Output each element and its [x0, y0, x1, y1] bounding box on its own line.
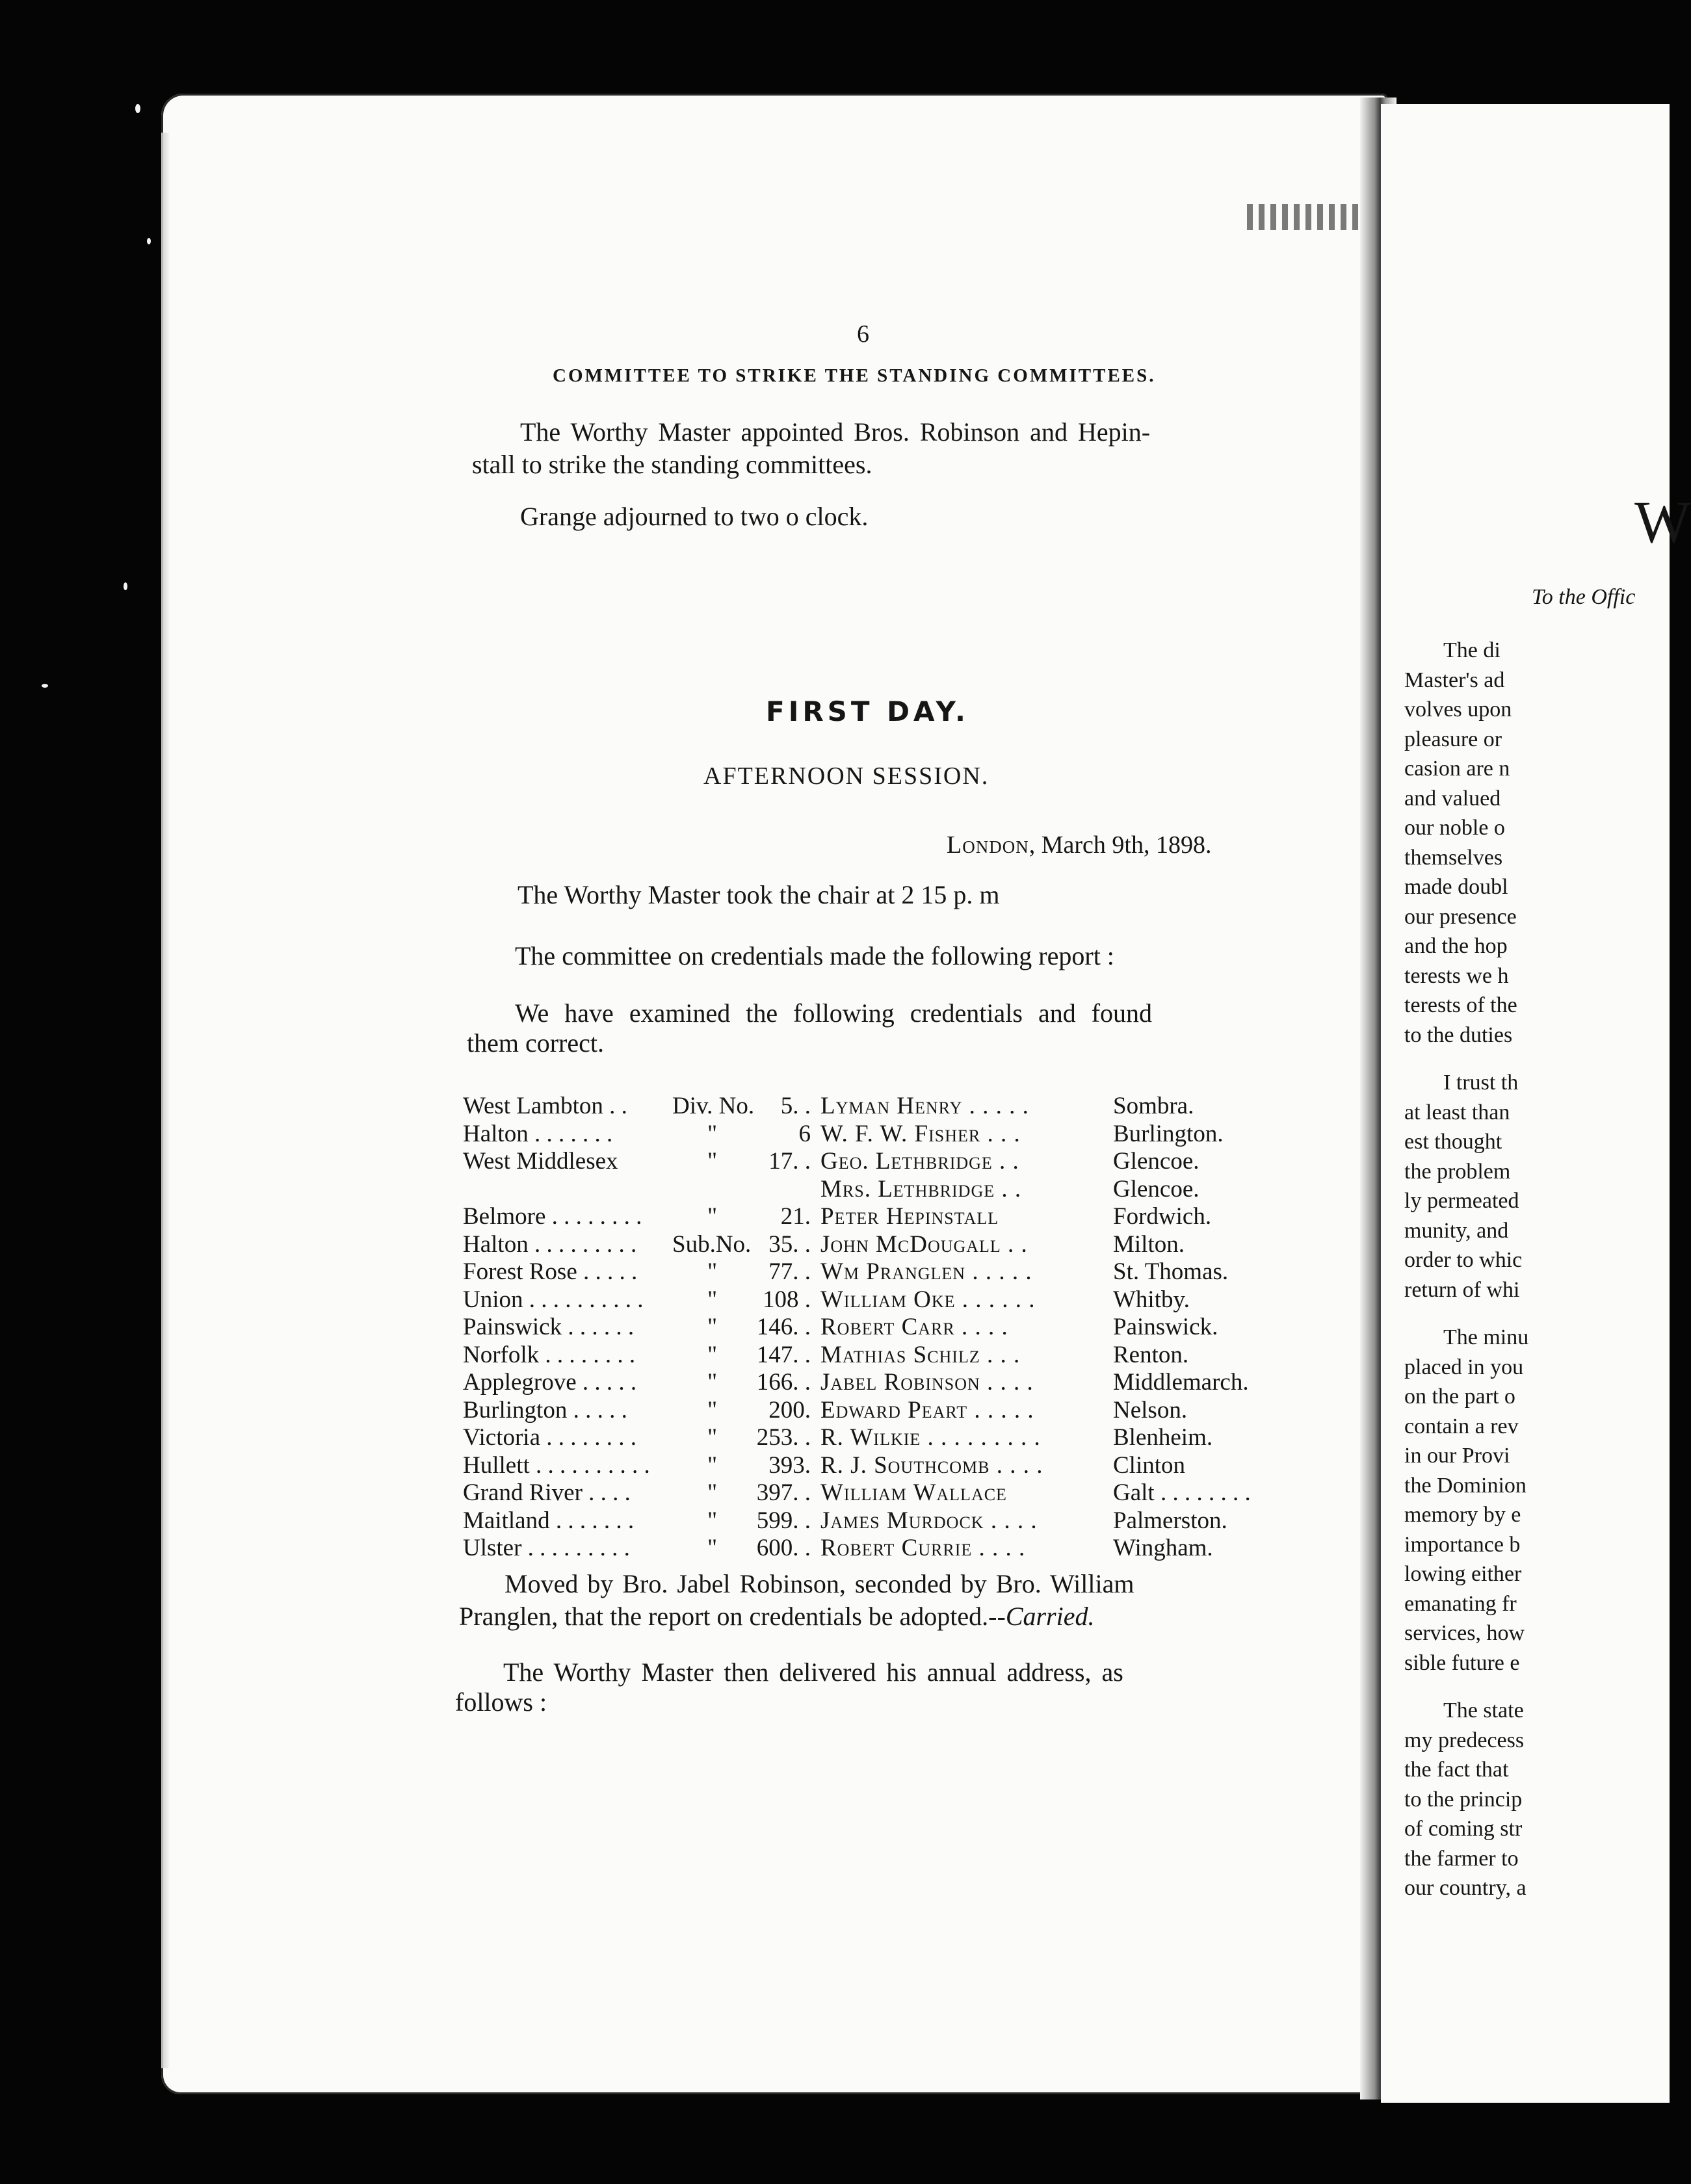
credential-branch: Hullett . . . . . . . . . .	[463, 1451, 650, 1479]
credential-branch: West Lambton . .	[463, 1093, 627, 1119]
moved-text-line	[459, 1600, 1095, 1633]
credential-name: R. J. Southcomb . . . .	[820, 1451, 1043, 1479]
right-page-text-line: our presence	[1404, 904, 1517, 929]
right-page-text-line: on the part o	[1404, 1384, 1515, 1409]
credential-name: Mathias Schilz . . .	[820, 1341, 1021, 1368]
credential-branch: Forest Rose . . . . .	[463, 1258, 638, 1285]
dateline-place: London	[947, 831, 1029, 859]
right-page-text-line: to the princip	[1404, 1787, 1523, 1812]
committee-report-text: The committee on credentials made the following report :	[515, 941, 1114, 970]
credential-branch: Burlington . . . . .	[463, 1396, 627, 1424]
right-page-text-line: ly permeated	[1404, 1189, 1519, 1213]
ditto-mark: "	[707, 1451, 718, 1479]
right-page-text-line: of coming str	[1404, 1817, 1523, 1841]
committee-heading: COMMITTEE TO STRIKE THE STANDING COMMITTEES.	[553, 365, 1156, 386]
credential-name: Mrs. Lethbridge . .	[820, 1175, 1022, 1202]
right-page-salutation: To the Offic	[1532, 585, 1636, 609]
credential-number: 600. .	[756, 1535, 811, 1561]
credential-branch: Halton . . . . . . . . .	[463, 1230, 637, 1258]
ditto-mark: "	[707, 1148, 718, 1175]
credential-town: Milton.	[1113, 1230, 1185, 1258]
committee-text-line: The Worthy Master appointed Bros. Robinson and Hepin-	[520, 417, 1151, 447]
credential-name: William Oke . . . . . .	[820, 1286, 1036, 1313]
credential-name: Lyman Henry . . . . .	[820, 1093, 1029, 1119]
right-page-text-line: importance b	[1404, 1532, 1521, 1557]
right-page-text-line: terests of the	[1404, 993, 1517, 1017]
right-page-text-line: the farmer to	[1404, 1846, 1519, 1871]
right-page-text-line: The state	[1443, 1698, 1524, 1722]
credential-name: Geo. Lethbridge . .	[820, 1148, 1019, 1175]
credential-name: William Wallace	[820, 1479, 1007, 1506]
examined-text-line: We have examined the following credentials and found	[515, 998, 1153, 1028]
right-page-text-line: and the hop	[1404, 934, 1508, 958]
right-page-text-line: est thought	[1404, 1130, 1502, 1154]
right-page-text-line: my predecess	[1404, 1728, 1525, 1752]
carried-text: Carried.	[1005, 1602, 1095, 1631]
right-page-text-line: lowing either	[1404, 1562, 1522, 1586]
credential-name: Wm Pranglen . . . . .	[820, 1258, 1032, 1285]
credential-town: Nelson.	[1113, 1396, 1188, 1424]
right-page-heading: W	[1634, 489, 1691, 555]
right-page-text-line: our noble o	[1404, 816, 1505, 840]
credential-number: 166. .	[756, 1369, 811, 1396]
credential-number: 253. .	[756, 1424, 811, 1451]
ditto-mark: "	[707, 1341, 718, 1368]
credential-name: John McDougall . .	[820, 1230, 1028, 1258]
right-page	[1381, 104, 1691, 2103]
right-page-text-line: at least than	[1404, 1100, 1510, 1124]
right-page-text-line: I trust th	[1443, 1071, 1519, 1095]
right-page-text-line: contain a rev	[1404, 1414, 1519, 1438]
credential-number: 146. .	[756, 1314, 811, 1340]
right-page-text-line: volves upon	[1404, 697, 1512, 722]
credential-branch: Grand River . . . .	[463, 1479, 631, 1506]
credential-town: Glencoe.	[1113, 1175, 1199, 1202]
committee-text-line: stall to strike the standing committees.	[472, 450, 872, 479]
right-page-text-line: pleasure or	[1404, 727, 1502, 751]
dateline	[947, 831, 1211, 859]
right-page-text-line: memory by e	[1404, 1503, 1521, 1527]
credential-division-label: Div. No.	[672, 1093, 755, 1119]
ditto-mark: "	[707, 1369, 718, 1396]
credential-name: R. Wilkie . . . . . . . . .	[820, 1424, 1041, 1451]
credential-branch: Maitland . . . . . . .	[463, 1507, 635, 1534]
credential-number: 6	[798, 1120, 811, 1147]
ditto-mark: "	[707, 1507, 718, 1534]
credential-town: Sombra.	[1113, 1093, 1194, 1119]
credential-name: Edward Peart . . . . .	[820, 1396, 1034, 1424]
credential-town: Blenheim.	[1113, 1424, 1213, 1451]
credential-number: 21.	[780, 1203, 811, 1230]
right-page-text-line: casion are n	[1404, 757, 1510, 781]
ditto-mark: "	[707, 1535, 718, 1561]
ditto-mark: "	[707, 1424, 718, 1451]
credential-branch: West Middlesex	[463, 1148, 618, 1175]
credential-name: James Murdock . . . .	[820, 1507, 1038, 1534]
right-page-text-line: the problem	[1404, 1159, 1511, 1184]
right-page-text-line: Master's ad	[1404, 668, 1505, 692]
credential-number: 147. .	[756, 1341, 811, 1368]
credential-town: Clinton	[1113, 1451, 1186, 1479]
right-page-text-line: in our Provi	[1404, 1444, 1510, 1468]
ditto-mark: "	[707, 1286, 718, 1313]
credential-number: 17. .	[768, 1148, 811, 1175]
credential-branch: Ulster . . . . . . . . .	[463, 1535, 630, 1561]
adjourn-text: Grange adjourned to two o clock.	[520, 502, 869, 531]
credential-branch: Union . . . . . . . . . .	[463, 1286, 644, 1313]
credential-town: Palmerston.	[1113, 1507, 1227, 1534]
credential-town: Painswick.	[1113, 1314, 1218, 1340]
credential-town: Galt . . . . . . . .	[1113, 1479, 1251, 1506]
credential-name: Robert Carr . . . .	[820, 1314, 1008, 1340]
address-text-line: follows :	[455, 1687, 547, 1717]
right-page-text-line: and valued	[1404, 786, 1501, 811]
credential-number: 393.	[768, 1451, 811, 1479]
credential-number: 5. .	[780, 1093, 811, 1119]
credential-town: Renton.	[1113, 1341, 1189, 1368]
ditto-mark: "	[707, 1314, 718, 1340]
credential-number: 77. .	[768, 1258, 811, 1285]
right-page-text-line: The di	[1443, 638, 1501, 662]
ditto-mark: "	[707, 1479, 718, 1506]
credential-number: 397. .	[756, 1479, 811, 1506]
credential-town: Fordwich.	[1113, 1203, 1212, 1230]
moved-text-line: Moved by Bro. Jabel Robinson, seconded by Bro. William	[505, 1569, 1134, 1598]
credential-number: 35. .	[768, 1230, 811, 1258]
right-page-text-line: sible future e	[1404, 1650, 1520, 1675]
credential-town: Burlington.	[1113, 1120, 1224, 1147]
credential-name: W. F. W. Fisher . . .	[820, 1120, 1021, 1147]
day-heading: FIRST DAY.	[766, 696, 969, 727]
credential-branch: Painswick . . . . . .	[463, 1314, 635, 1340]
page-number: 6	[857, 320, 869, 348]
credential-branch: Belmore . . . . . . . .	[463, 1203, 642, 1230]
credential-town: Wingham.	[1113, 1535, 1213, 1561]
credential-branch: Applegrove . . . . .	[463, 1369, 637, 1396]
right-page-text-line: terests we h	[1404, 963, 1509, 988]
credential-town: Whitby.	[1113, 1286, 1190, 1313]
right-page-text-line: services, how	[1404, 1621, 1525, 1645]
credential-branch: Victoria . . . . . . . .	[463, 1424, 637, 1451]
ditto-mark: "	[707, 1396, 718, 1424]
credential-branch: Halton . . . . . . .	[463, 1120, 613, 1147]
examined-text-line: them correct.	[467, 1028, 604, 1058]
right-page-text-line: return of whi	[1404, 1277, 1520, 1302]
credential-town: Glencoe.	[1113, 1148, 1199, 1175]
chair-text: The Worthy Master took the chair at 2 15 p. m	[518, 880, 1000, 909]
right-page-text-line: emanating fr	[1404, 1591, 1517, 1616]
right-page-text-line: the fact that	[1404, 1758, 1509, 1782]
moved-text: Pranglen, that the report on credentials be adopted.--	[459, 1602, 1006, 1631]
credential-name: Robert Currie . . . .	[820, 1535, 1026, 1561]
credential-branch: Norfolk . . . . . . . .	[463, 1341, 636, 1368]
credential-town: Middlemarch.	[1113, 1369, 1249, 1396]
right-page-text-line: our country, a	[1404, 1876, 1527, 1900]
credential-town: St. Thomas.	[1113, 1258, 1229, 1285]
right-page-text-line: the Dominion	[1404, 1473, 1527, 1498]
right-page-text-line: The minu	[1443, 1325, 1529, 1349]
credential-name: Jabel Robinson . . . .	[820, 1369, 1034, 1396]
credential-number: 108 .	[763, 1286, 811, 1313]
dateline-date: , March 9th, 1898.	[1029, 831, 1212, 859]
address-text-line: The Worthy Master then delivered his annual address, as	[503, 1658, 1123, 1687]
right-page-text-line: placed in you	[1404, 1355, 1524, 1379]
right-page-text-line: munity, and	[1404, 1218, 1509, 1243]
right-page-text-line: made doubl	[1404, 875, 1508, 899]
session-heading: AFTERNOON SESSION.	[703, 762, 990, 790]
credential-division-label: Sub.No.	[672, 1230, 752, 1258]
credential-name: Peter Hepinstall	[820, 1203, 999, 1230]
right-page-text-line: themselves	[1404, 845, 1503, 870]
credential-number: 599. .	[756, 1507, 811, 1534]
right-page-text-line: to the duties	[1404, 1022, 1513, 1047]
ditto-mark: "	[707, 1120, 718, 1147]
right-page-text-line: order to whic	[1404, 1248, 1523, 1272]
ditto-mark: "	[707, 1203, 718, 1230]
ditto-mark: "	[707, 1258, 718, 1285]
credential-number: 200.	[768, 1396, 811, 1424]
